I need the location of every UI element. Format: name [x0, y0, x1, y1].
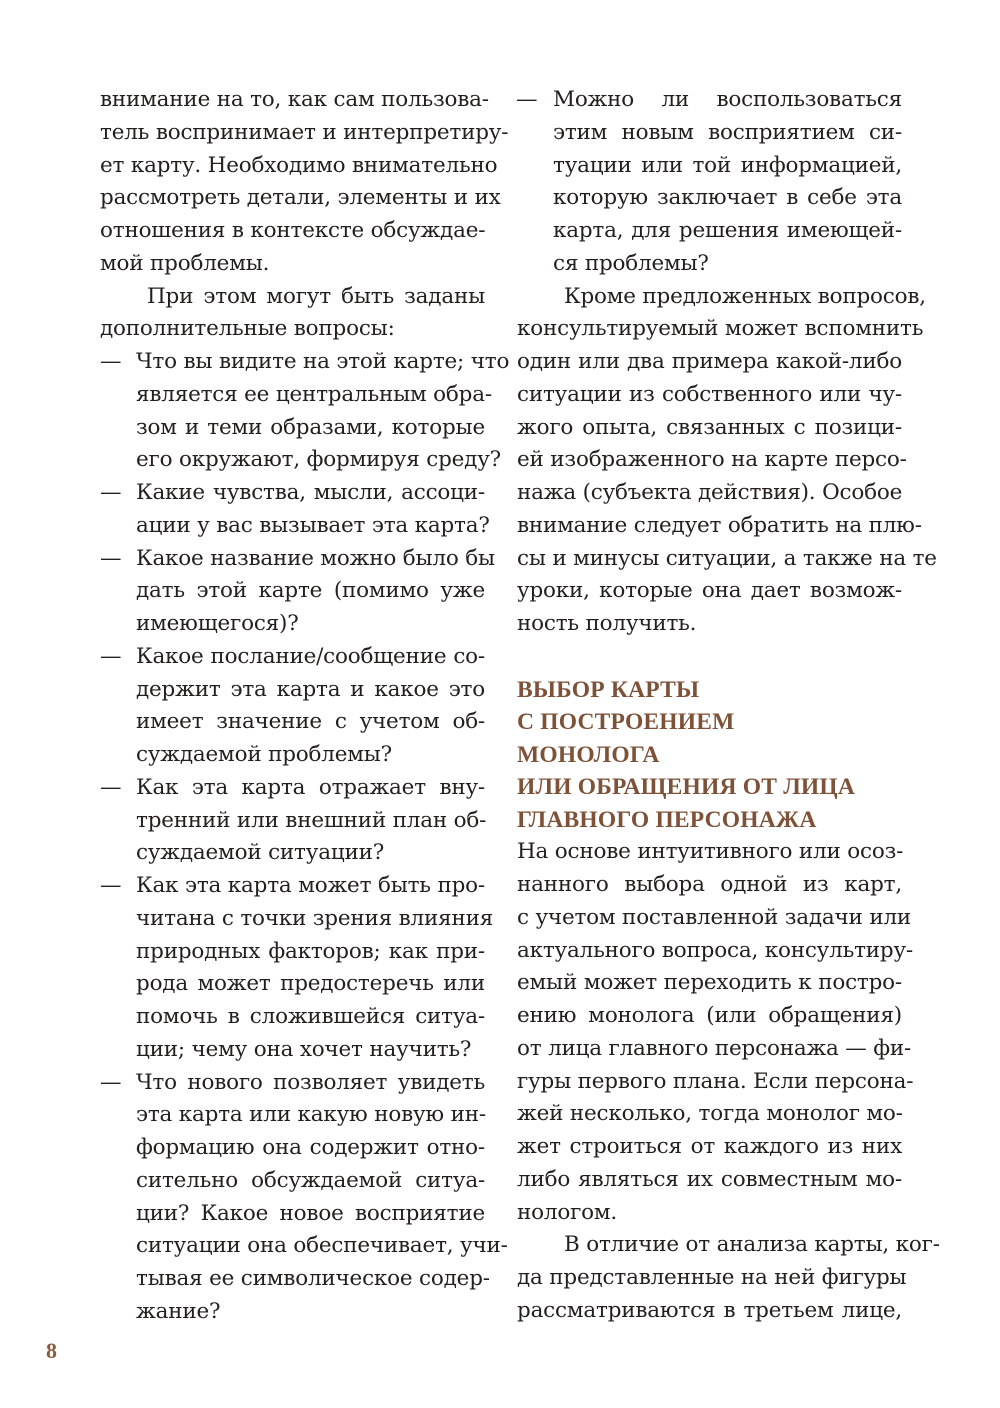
- text-line: внимание на то, как сам пользова-: [100, 87, 489, 112]
- text-line: ет карту. Необходимо внимательно: [100, 152, 498, 178]
- text-line: либо являться их совместным мо-: [517, 1166, 902, 1192]
- text-line: нажа (субъекта действия). Особое: [517, 480, 903, 505]
- text-line: При этом могут быть заданы: [147, 283, 485, 309]
- paragraph-intro: [100, 84, 509, 281]
- text-line: имеет значение с учетом об-: [136, 709, 485, 735]
- text-line: суждаемой ситуации?: [136, 840, 385, 866]
- left-column: [100, 84, 510, 1329]
- text-line: тель воспринимает и интерпретиру-: [100, 119, 509, 145]
- text-line: тывая ее символическое содер-: [136, 1266, 490, 1291]
- text-line: суждаемой проблемы?: [136, 742, 393, 767]
- question-item: [100, 772, 485, 870]
- paragraph-monologue: [517, 836, 914, 1229]
- em-dash-bullet: —: [100, 349, 122, 374]
- text-line: сительно обсуждаемой ситуа-: [136, 1167, 485, 1193]
- text-line: нанного выбора одной из карт,: [517, 872, 902, 897]
- text-line: Какие чувства, мысли, ассоци-: [136, 480, 485, 505]
- question-list: [100, 346, 510, 1329]
- text-line: природных факторов; как при-: [136, 938, 485, 964]
- text-line: туации или той информацией,: [553, 152, 902, 178]
- text-line: дополнительные вопросы:: [100, 316, 395, 342]
- text-line: Что нового позволяет увидеть: [136, 1069, 485, 1095]
- em-dash-bullet: —: [100, 1069, 122, 1095]
- text-line: читана с точки зрения влияния: [136, 905, 494, 931]
- text-line: зом и теми образами, которые: [136, 414, 485, 440]
- text-line: один или два примера какой-либо: [517, 349, 902, 374]
- em-dash-bullet: —: [516, 87, 538, 112]
- right-column: [516, 84, 940, 1328]
- text-line: является ее центральным обра-: [136, 381, 492, 407]
- text-line: рода может предостеречь или: [136, 971, 485, 997]
- paragraph-additional-questions: [100, 281, 485, 347]
- text-line: жей несколько, тогда монолог мо-: [517, 1101, 903, 1127]
- question-item: [100, 477, 490, 543]
- heading-line: С ПОСТРОЕНИЕМ: [517, 709, 735, 736]
- text-line: отношения в контексте обсуждае-: [100, 218, 486, 243]
- question-item: [517, 84, 902, 281]
- page-number: 8: [46, 1338, 57, 1363]
- text-line: от лица главного персонажа — фи-: [517, 1035, 912, 1061]
- question-item: [100, 641, 485, 772]
- text-line: Как эта карта отражает вну-: [136, 774, 485, 800]
- text-line: мой проблемы.: [100, 250, 270, 276]
- text-line: уроки, которые она дает возмож-: [517, 578, 902, 604]
- text-line: рассматриваются в третьем лице,: [517, 1297, 902, 1323]
- text-line: формацию она содержит отно-: [136, 1135, 485, 1160]
- text-line: жого опыта, связанных с позици-: [517, 414, 902, 440]
- question-item: [100, 543, 495, 641]
- text-line: ся проблемы?: [553, 250, 709, 276]
- heading-line: ГЛАВНОГО ПЕРСОНАЖА: [517, 806, 817, 833]
- text-line: с учетом поставленной задачи или: [517, 904, 912, 930]
- question-item: [100, 870, 494, 1067]
- text-line: В отличие от анализа карты, ког-: [564, 1232, 940, 1258]
- text-line: ению монолога (или обращения): [517, 1003, 902, 1028]
- question-item: [100, 346, 510, 477]
- text-line: ции? Какое новое восприятие: [136, 1200, 485, 1226]
- text-line: держит эта карта и какое это: [136, 676, 485, 702]
- paragraph-difference: [517, 1229, 940, 1327]
- text-line: ситуации она обеспечивает, учи-: [136, 1233, 508, 1259]
- em-dash-bullet: —: [100, 643, 122, 669]
- text-line: жание?: [136, 1298, 221, 1324]
- heading-line: МОНОЛОГА: [517, 741, 660, 768]
- text-line: помочь в сложившейся ситуа-: [136, 1004, 485, 1029]
- text-line: нологом.: [517, 1199, 618, 1225]
- text-line: емый может переходить к постро-: [517, 970, 902, 996]
- text-line: Как эта карта может быть про-: [136, 873, 485, 898]
- text-line: Какое послание/сообщение со-: [136, 643, 485, 669]
- text-line: карта, для решения имеющей-: [553, 218, 902, 243]
- text-line: ации у вас вызывает эта карта?: [136, 512, 490, 538]
- text-line: этим новым восприятием си-: [553, 119, 902, 145]
- em-dash-bullet: —: [100, 480, 122, 505]
- text-line: жет строиться от каждого из них: [517, 1134, 902, 1159]
- text-line: имеющегося)?: [136, 611, 299, 636]
- em-dash-bullet: —: [100, 774, 122, 800]
- text-line: Можно ли воспользоваться: [553, 87, 902, 112]
- em-dash-bullet: —: [100, 873, 122, 898]
- text-line: Какое название можно было бы: [136, 545, 495, 571]
- heading-line: ИЛИ ОБРАЩЕНИЯ ОТ ЛИЦА: [517, 774, 856, 801]
- text-line: консультируемый может вспомнить: [517, 316, 924, 342]
- em-dash-bullet: —: [100, 545, 122, 571]
- text-line: да представленные на ней фигуры: [517, 1265, 907, 1290]
- text-line: ей изображенного на карте персо-: [517, 447, 907, 473]
- text-line: гуры первого плана. Если персона-: [517, 1068, 914, 1094]
- text-line: ность получить.: [517, 611, 697, 636]
- question-item: [100, 1067, 508, 1329]
- text-line: тренний или внешний план об-: [136, 807, 487, 833]
- text-line: внимание следует обратить на плю-: [517, 512, 922, 538]
- paragraph-examples: [517, 281, 937, 641]
- text-line: рассмотреть детали, элементы и их: [100, 185, 501, 211]
- text-line: его окружают, формируя среду?: [136, 447, 501, 473]
- text-line: сы и минусы ситуации, а также на те: [517, 545, 937, 571]
- section-heading: [517, 674, 902, 837]
- text-line: На основе интуитивного или осоз-: [517, 839, 904, 865]
- text-line: актуального вопроса, консультиру-: [517, 937, 913, 963]
- text-line: которую заключает в себе эта: [553, 185, 902, 211]
- text-line: ции; чему она хочет научить?: [136, 1036, 472, 1062]
- text-line: Кроме предложенных вопросов,: [564, 283, 926, 309]
- heading-line: ВЫБОР КАРТЫ: [517, 676, 700, 703]
- text-line: Что вы видите на этой карте; что: [136, 349, 510, 374]
- text-line: дать этой карте (помимо уже: [136, 578, 485, 604]
- text-line: ситуации из собственного или чу-: [517, 381, 902, 407]
- text-line: эта карта или какую новую ин-: [136, 1102, 486, 1128]
